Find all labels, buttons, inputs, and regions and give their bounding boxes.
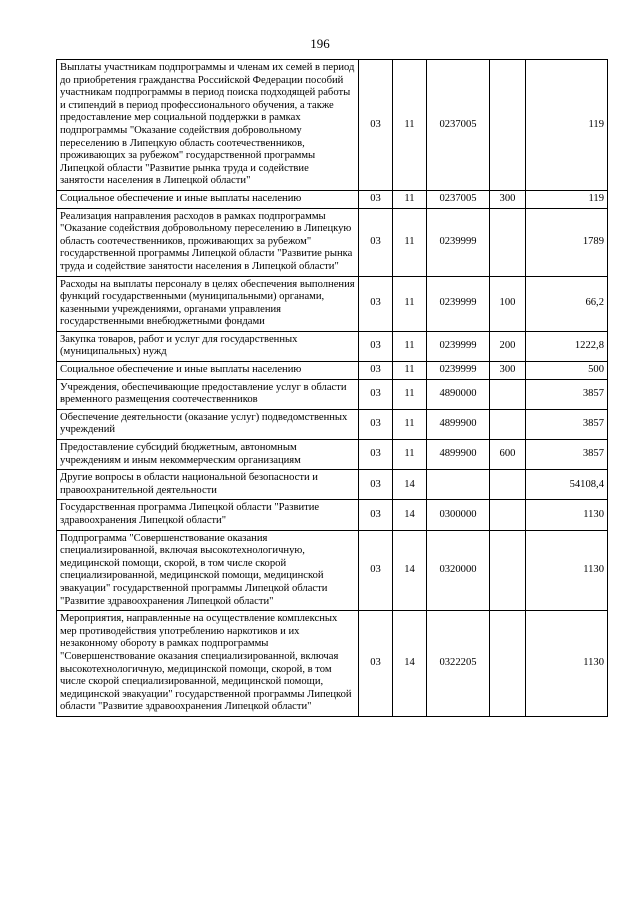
table-row — [57, 208, 608, 276]
row-expense-type: 200 — [490, 331, 526, 361]
row-amount: 3857 — [526, 379, 608, 409]
table-row — [57, 440, 608, 470]
row-amount: 54108,4 — [526, 470, 608, 500]
row-section: 03 — [359, 60, 393, 191]
row-expense-type: 300 — [490, 190, 526, 208]
table-row — [57, 409, 608, 439]
table-row — [57, 379, 608, 409]
row-amount: 119 — [526, 190, 608, 208]
row-section: 03 — [359, 362, 393, 380]
row-amount: 1789 — [526, 208, 608, 276]
table-row — [57, 331, 608, 361]
row-target-code: 4899900 — [427, 409, 490, 439]
row-target-code: 4899900 — [427, 440, 490, 470]
row-amount: 1222,8 — [526, 331, 608, 361]
row-name: Обеспечение деятельности (оказание услуг) подведомственных учреждений — [57, 409, 359, 439]
row-section: 03 — [359, 190, 393, 208]
row-expense-type: 300 — [490, 362, 526, 380]
row-target-code: 0239999 — [427, 208, 490, 276]
row-section: 03 — [359, 379, 393, 409]
row-section: 03 — [359, 611, 393, 717]
table-row — [57, 60, 608, 191]
row-name: Выплаты участникам подпрограммы и членам их семей в период до приобретения гражданства Российской Федерации пособий участникам подпрограммы в период поиска подходящей работы и стипендий в период профессионального обучения, а также предоставление мер социальной поддержки в рамках подпрограммы "Оказание содействия добровольному переселению в Липецкую область соотечественников, проживающих за рубежом" государственной программы Липецкой области "Развитие рынка труда и содействие занятости населения в Липецкой области" — [57, 60, 359, 191]
row-subsection: 11 — [393, 208, 427, 276]
row-name: Государственная программа Липецкой области "Развитие здравоохранения Липецкой области" — [57, 500, 359, 530]
row-expense-type — [490, 470, 526, 500]
row-target-code: 0237005 — [427, 190, 490, 208]
table-row — [57, 500, 608, 530]
row-subsection: 11 — [393, 60, 427, 191]
row-subsection: 14 — [393, 611, 427, 717]
row-section: 03 — [359, 331, 393, 361]
table-row — [57, 530, 608, 611]
row-name: Подпрограмма "Совершенствование оказания специализированной, включая высокотехнологичную, медицинской помощи, скорой, в том числе скорой специализированной, медицинской помощи, медицинской эвакуации" государственной программы Липецкой области "Развитие здравоохранения Липецкой области" — [57, 530, 359, 611]
row-name: Социальное обеспечение и иные выплаты населению — [57, 362, 359, 380]
row-section: 03 — [359, 530, 393, 611]
row-section: 03 — [359, 500, 393, 530]
row-name: Мероприятия, направленные на осуществление комплексных мер противодействия употреблению наркотиков и их незаконному обороту в рамках подпрограммы "Совершенствование оказания специализированной, включая высокотехнологичную, медицинской помощи, скорой, в том числе скорой специализированной, медицинской помощи, медицинской эвакуации" государственной программы Липецкой области "Развитие здравоохранения Липецкой области" — [57, 611, 359, 717]
row-target-code: 4890000 — [427, 379, 490, 409]
row-subsection: 11 — [393, 362, 427, 380]
row-expense-type: 100 — [490, 276, 526, 331]
row-subsection: 14 — [393, 500, 427, 530]
row-amount: 119 — [526, 60, 608, 191]
row-name: Другие вопросы в области национальной безопасности и правоохранительной деятельности — [57, 470, 359, 500]
row-amount: 1130 — [526, 611, 608, 717]
row-target-code: 0300000 — [427, 500, 490, 530]
row-expense-type — [490, 60, 526, 191]
row-name: Закупка товаров, работ и услуг для государственных (муниципальных) нужд — [57, 331, 359, 361]
row-subsection: 11 — [393, 379, 427, 409]
row-expense-type — [490, 379, 526, 409]
row-name: Социальное обеспечение и иные выплаты населению — [57, 190, 359, 208]
row-expense-type — [490, 409, 526, 439]
row-target-code: 0239999 — [427, 331, 490, 361]
row-expense-type: 600 — [490, 440, 526, 470]
row-amount: 1130 — [526, 530, 608, 611]
row-amount: 500 — [526, 362, 608, 380]
row-expense-type — [490, 530, 526, 611]
row-subsection: 11 — [393, 190, 427, 208]
budget-table — [56, 59, 608, 717]
table-row — [57, 190, 608, 208]
row-amount: 1130 — [526, 500, 608, 530]
table-row — [57, 470, 608, 500]
row-subsection: 11 — [393, 276, 427, 331]
table-row — [57, 362, 608, 380]
row-target-code — [427, 470, 490, 500]
row-expense-type — [490, 611, 526, 717]
row-target-code: 0322205 — [427, 611, 490, 717]
row-name: Реализация направления расходов в рамках подпрограммы "Оказание содействия добровольному переселению в Липецкую область соотечественников, проживающих за рубежом" государственной программы Липецкой области "Развитие рынка труда и содействие занятости населения в Липецкой области" — [57, 208, 359, 276]
row-expense-type — [490, 500, 526, 530]
row-subsection: 11 — [393, 409, 427, 439]
page-number: 196 — [310, 36, 330, 51]
row-name: Учреждения, обеспечивающие предоставление услуг в области временного размещения соотечественников — [57, 379, 359, 409]
row-subsection: 11 — [393, 331, 427, 361]
row-amount: 66,2 — [526, 276, 608, 331]
row-expense-type — [490, 208, 526, 276]
row-section: 03 — [359, 440, 393, 470]
row-section: 03 — [359, 409, 393, 439]
row-section: 03 — [359, 276, 393, 331]
row-target-code: 0239999 — [427, 362, 490, 380]
row-amount: 3857 — [526, 409, 608, 439]
row-subsection: 14 — [393, 530, 427, 611]
row-section: 03 — [359, 470, 393, 500]
table-row — [57, 611, 608, 717]
row-subsection: 11 — [393, 440, 427, 470]
row-name: Предоставление субсидий бюджетным, автономным учреждениям и иным некоммерческим организациям — [57, 440, 359, 470]
row-target-code: 0239999 — [427, 276, 490, 331]
row-section: 03 — [359, 208, 393, 276]
row-target-code: 0320000 — [427, 530, 490, 611]
table-row — [57, 276, 608, 331]
row-amount: 3857 — [526, 440, 608, 470]
row-name: Расходы на выплаты персоналу в целях обеспечения выполнения функций государственными (муниципальными) органами, казенными учреждениями, органами управления государственными внебюджетными фондами — [57, 276, 359, 331]
row-subsection: 14 — [393, 470, 427, 500]
row-target-code: 0237005 — [427, 60, 490, 191]
